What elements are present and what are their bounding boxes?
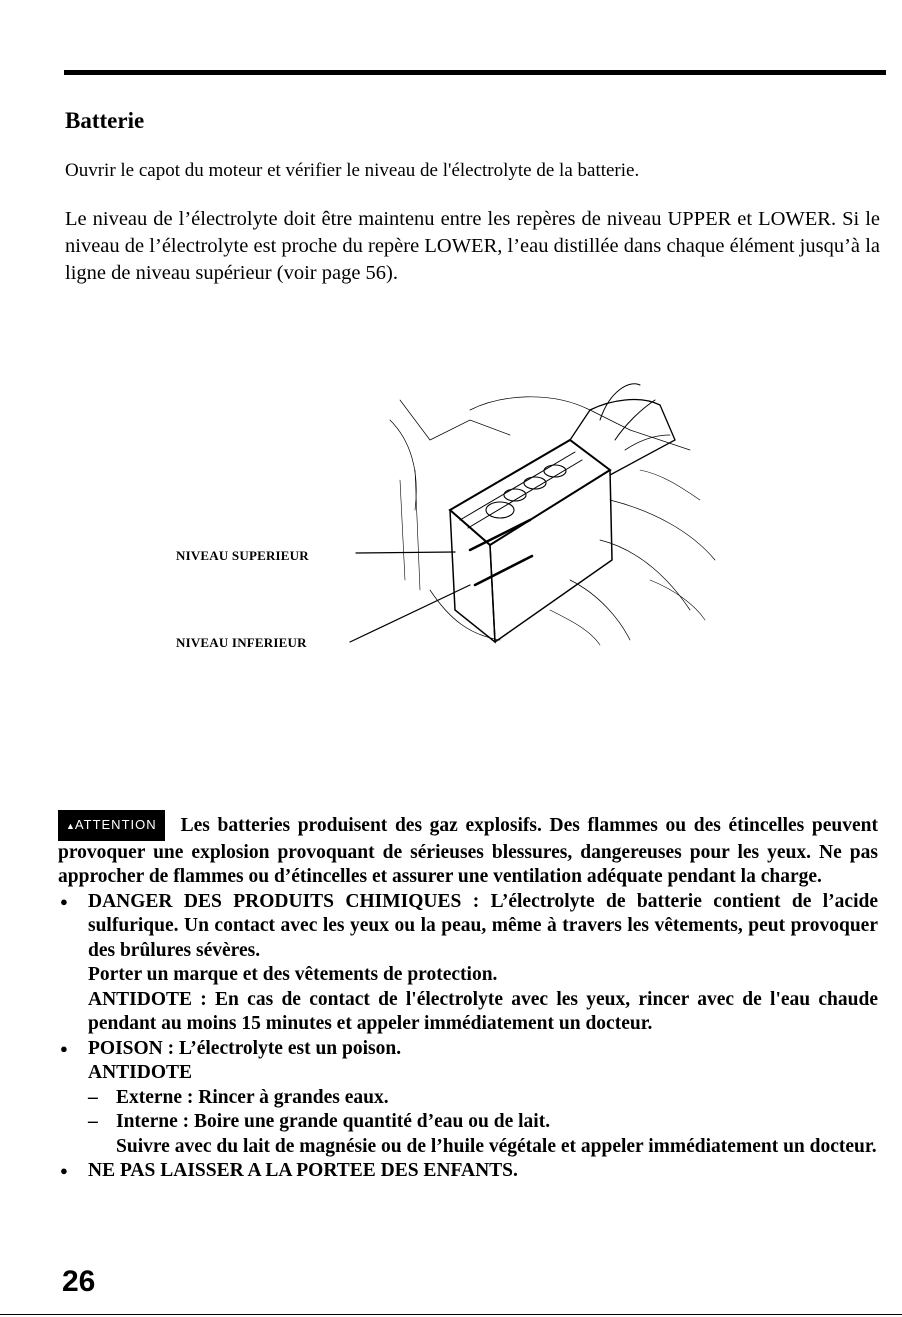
- list-item-internal: [88, 1110, 878, 1159]
- label-lower-level: NIVEAU INFERIEUR: [176, 635, 307, 650]
- level-paragraph: Le niveau de l’électrolyte doit être maintenu entre les repères de niveau UPPER et LOWER. Si le niveau de l’électrolyte est proche du repère LOWER, l’eau distillée dans chaque élément jusqu’à la ligne de niveau supérieur (voir page 56).: [65, 208, 880, 284]
- warning-triangle-icon: ▲: [66, 821, 75, 831]
- attention-badge: [58, 810, 165, 841]
- label-upper-level: NIVEAU SUPERIEUR: [176, 548, 309, 563]
- intro-paragraph: Ouvrir le capot du moteur et vérifier le niveau de l'électrolyte de la batterie.: [65, 160, 640, 181]
- battery-engine-drawing: [170, 380, 730, 670]
- bottom-rule: [0, 1314, 902, 1315]
- external-text: Externe : Rincer à grandes eaux.: [116, 1086, 389, 1108]
- battery-illustration: [170, 380, 730, 670]
- list-item-chemicals: [58, 890, 878, 1037]
- warning-intro-text: Les batteries produisent des gaz explosifs. Des flammes ou des étincelles peuvent provoquer une explosion provoquant de sérieuses blessures, dangereuses pour les yeux. Ne pas approcher de flammes ou d’étincelles et assurer une ventilation adéquate pendant la charge.: [58, 815, 878, 887]
- children-text: NE PAS LAISSER A LA PORTEE DES ENFANTS.: [88, 1160, 518, 1181]
- list-item-poison: [58, 1037, 878, 1160]
- poison-antidote-label: ANTIDOTE: [88, 1062, 193, 1083]
- section-title: Batterie: [65, 108, 145, 133]
- chemicals-text: ● DANGER DES PRODUITS CHIMIQUES : L’électrolyte de batterie contient de l’acide sulfurique. Un contact avec les yeux ou la peau, même à travers les vêtements, peut provoquer des brûlures sévères.: [88, 890, 878, 961]
- internal-text: Interne : Boire une grande quantité d’eau ou de lait.: [116, 1111, 551, 1132]
- chemicals-protection: Porter un marque et des vêtements de protection.: [88, 964, 498, 985]
- warning-block: [58, 810, 878, 1184]
- page-number: 26: [62, 1265, 96, 1298]
- poison-antidote-list: [88, 1086, 878, 1160]
- attention-badge-label: ATTENTION: [74, 817, 157, 832]
- list-item-external: [88, 1086, 878, 1111]
- warning-list: [58, 890, 878, 1184]
- chemicals-antidote: ANTIDOTE : En cas de contact de l'électrolyte avec les yeux, rincer avec de l'eau chaude pendant au moins 15 minutes et appeler immédiatement un docteur.: [88, 988, 878, 1034]
- dash-mark: –: [88, 1086, 98, 1108]
- internal-follow-text: Suivre avec du lait de magnésie ou de l’huile végétale et appeler immédiatement un docteur.: [116, 1135, 877, 1157]
- dash-mark: –: [88, 1111, 98, 1132]
- top-rule: [64, 70, 886, 75]
- list-item-children: [58, 1159, 878, 1184]
- warning-intro-paragraph: [58, 810, 878, 890]
- poison-text: ● POISON : L’électrolyte est un poison.: [88, 1037, 402, 1059]
